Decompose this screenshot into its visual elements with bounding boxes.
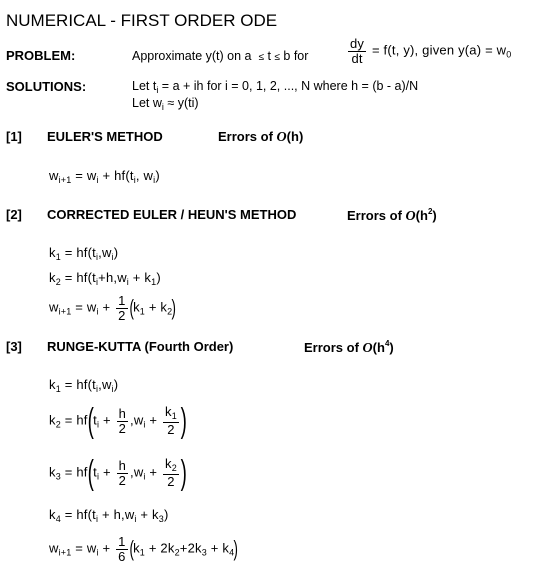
frac-num-1: 1 xyxy=(118,293,126,308)
sub-i: i xyxy=(133,175,136,185)
sym-plus: + xyxy=(101,507,110,522)
sym-lparen: ( xyxy=(87,377,93,392)
sym-hf: hf xyxy=(76,270,88,285)
sym-hf: hf xyxy=(114,168,126,183)
frac-den-6: 6 xyxy=(118,548,126,564)
sym-t: t xyxy=(92,270,96,285)
sub-1: 1 xyxy=(139,306,145,317)
sub-i1: i+1 xyxy=(58,306,72,317)
problem-ode xyxy=(346,37,512,65)
sym-plus: + xyxy=(149,464,158,480)
ineq-t: t xyxy=(267,49,271,63)
method-3-order-sup: 4 xyxy=(384,339,390,348)
sub-4: 4 xyxy=(55,514,61,524)
sym-eq: = xyxy=(64,464,73,480)
big-lparen: ( xyxy=(87,454,94,492)
method-2-errors-label: Errors of xyxy=(347,208,402,223)
coef-2: 2 xyxy=(160,540,168,556)
sub-2: 2 xyxy=(171,463,177,474)
sym-w: w xyxy=(86,299,97,315)
sym-w: w xyxy=(49,299,59,315)
method-2-number: [2] xyxy=(6,207,22,222)
method-3-errors xyxy=(304,339,394,357)
sub-i: i xyxy=(134,514,137,524)
sym-w: w xyxy=(86,168,97,183)
sol2-rest: ≈ y(ti) xyxy=(163,96,199,110)
frac-den-2: 2 xyxy=(167,473,175,489)
sym-eq: = xyxy=(64,507,73,522)
sym-k: k xyxy=(49,270,56,285)
sym-eq: = xyxy=(75,299,84,315)
sym-w: w xyxy=(86,540,97,556)
sym-w: w xyxy=(143,168,154,183)
sub-i: i xyxy=(95,277,99,287)
sym-k: k xyxy=(160,299,168,315)
sym-plus: + xyxy=(102,540,111,556)
frac-num-1: 1 xyxy=(118,534,126,549)
sub-i: i xyxy=(143,471,146,482)
sym-eq: = xyxy=(75,540,84,556)
method-2-order-close: ) xyxy=(432,208,437,223)
sym-t: t xyxy=(92,245,96,260)
frac-num-h: h xyxy=(118,457,126,473)
sym-eq: = xyxy=(64,377,73,392)
solutions-label xyxy=(6,79,86,94)
method-1-number: [1] xyxy=(6,129,22,144)
frac-num-h: h xyxy=(118,405,126,421)
sub-i: i xyxy=(95,384,99,394)
sub-3: 3 xyxy=(55,471,61,482)
method-3-name: RUNGE-KUTTA (Fourth Order) xyxy=(47,339,234,354)
solutions-label-text: SOLUTIONS: xyxy=(6,79,87,94)
k2-half-fraction xyxy=(163,457,179,488)
sub-2: 2 xyxy=(55,419,61,430)
dy-dt-fraction xyxy=(348,37,366,65)
sym-t: t xyxy=(93,464,97,480)
sym-plus: + xyxy=(132,270,141,285)
heun-k1 xyxy=(49,245,118,262)
sym-h: h xyxy=(113,507,121,522)
sym-t: t xyxy=(92,377,96,392)
sym-hf: hf xyxy=(76,464,88,480)
heun-update xyxy=(49,294,176,322)
sym-w: w xyxy=(49,540,59,556)
solutions-line-1 xyxy=(132,79,418,95)
page-title: NUMERICAL - FIRST ORDER ODE xyxy=(6,11,278,30)
sym-lparen: ( xyxy=(87,507,93,522)
rk-k2 xyxy=(49,404,186,438)
sym-comma: , xyxy=(121,507,125,522)
sub-i: i xyxy=(96,419,100,430)
sym-plus: + xyxy=(102,464,111,480)
sym-w: w xyxy=(49,168,59,183)
sub-3: 3 xyxy=(201,547,207,558)
sym-hf: hf xyxy=(76,412,88,428)
sym-rparen: ) xyxy=(156,270,161,285)
sym-k: k xyxy=(49,377,56,392)
sym-rparen: ) xyxy=(155,168,160,183)
sub-i: i xyxy=(96,547,99,558)
sym-comma: , xyxy=(113,270,118,285)
sub-i: i xyxy=(153,175,156,185)
sym-hf: hf xyxy=(76,507,88,522)
sol2-sub: i xyxy=(161,102,164,112)
sym-eq: = xyxy=(64,412,73,428)
sub-i1: i+1 xyxy=(58,175,72,185)
sym-plus: + xyxy=(179,540,188,556)
sym-comma: , xyxy=(130,412,134,428)
big-rparen: ) xyxy=(233,535,239,561)
method-1-order: h xyxy=(291,129,299,144)
sym-lparen: ( xyxy=(87,270,93,285)
sym-k: k xyxy=(49,464,56,480)
sym-plus: + xyxy=(140,507,149,522)
sub-1: 1 xyxy=(139,547,145,558)
frac-den-2: 2 xyxy=(167,421,175,437)
sub-1: 1 xyxy=(55,384,61,394)
method-3-order-open: ( xyxy=(372,340,377,355)
method-2-order-open: ( xyxy=(415,208,420,223)
sym-k: k xyxy=(195,540,202,556)
sym-k: k xyxy=(133,299,140,315)
frac-den: dt xyxy=(351,50,363,66)
big-rparen: ) xyxy=(180,454,187,492)
method-3-order-close: ) xyxy=(389,340,394,355)
sym-hf: hf xyxy=(76,245,88,260)
method-1-errors xyxy=(218,129,303,146)
sol1-rest: = a + ih for i = 0, 1, 2, ..., N where h = (b - a)/N xyxy=(158,79,419,93)
sol1-sub: i xyxy=(156,85,159,95)
problem-label xyxy=(6,48,75,63)
euler-formula xyxy=(49,168,160,185)
sub-i: i xyxy=(126,277,129,287)
frac-den-2: 2 xyxy=(118,307,126,323)
sym-plus: + xyxy=(149,412,158,428)
sym-w: w xyxy=(117,270,127,285)
sub-i: i xyxy=(95,252,99,262)
sub-4: 4 xyxy=(229,547,235,558)
sub-1: 1 xyxy=(171,411,177,422)
big-o-icon: O xyxy=(276,130,287,145)
rk-k1 xyxy=(49,377,118,394)
frac-den-2: 2 xyxy=(118,420,126,436)
sym-k: k xyxy=(167,540,175,556)
sub-i: i xyxy=(95,514,99,524)
sub-i: i xyxy=(96,175,99,185)
method-1-errors-label: Errors of xyxy=(218,129,273,144)
sym-k: k xyxy=(49,245,56,260)
sym-k: k xyxy=(133,540,140,556)
ode-rhs-sub: 0 xyxy=(506,49,512,60)
rk-k3 xyxy=(49,456,186,490)
sub-2: 2 xyxy=(167,306,173,317)
sym-comma: , xyxy=(98,245,102,260)
sym-plus: + xyxy=(102,412,111,428)
big-o-icon: O xyxy=(362,341,373,356)
sub-i: i xyxy=(96,306,99,317)
sym-plus: + xyxy=(148,299,157,315)
method-1-order-close: ) xyxy=(298,129,304,144)
ineq-leq-1: ≤ xyxy=(258,52,264,63)
half-fraction xyxy=(116,294,127,322)
sym-k: k xyxy=(165,456,172,472)
method-2-errors xyxy=(347,207,437,225)
k1-half-fraction xyxy=(163,405,179,436)
sym-rparen: ) xyxy=(113,245,119,260)
sym-w: w xyxy=(133,412,144,428)
problem-text-prefix: Approximate y(t) on a xyxy=(132,49,252,63)
big-rparen: ) xyxy=(180,402,187,440)
rk-update xyxy=(49,535,238,563)
sym-t: t xyxy=(93,412,97,428)
sub-1: 1 xyxy=(151,277,157,287)
sym-w: w xyxy=(101,377,112,392)
heun-k2 xyxy=(49,270,161,287)
sym-comma: , xyxy=(98,377,102,392)
sub-2: 2 xyxy=(55,277,61,287)
sym-comma: , xyxy=(135,168,140,183)
ineq-leq-2: ≤ xyxy=(274,52,280,63)
sym-plus: + xyxy=(148,540,157,556)
sym-h: h xyxy=(105,270,114,285)
sym-plus: + xyxy=(98,270,106,285)
problem-label-text: PROBLEM: xyxy=(6,48,76,63)
sym-plus: + xyxy=(102,168,111,183)
sol2-prefix: Let w xyxy=(132,96,162,110)
method-2-order-sup: 2 xyxy=(427,207,433,216)
sym-rparen: ) xyxy=(113,377,119,392)
method-1-order-open: ( xyxy=(286,129,291,144)
sub-i1: i+1 xyxy=(58,547,72,558)
sub-i: i xyxy=(143,419,146,430)
sym-k: k xyxy=(152,507,159,522)
big-rparen: ) xyxy=(171,294,177,320)
sub-2: 2 xyxy=(174,547,180,558)
solutions-line-2 xyxy=(132,96,199,112)
sym-t: t xyxy=(92,507,96,522)
big-lparen: ( xyxy=(129,294,134,320)
ode-rhs: = f(t, y), given y(a) = w xyxy=(371,42,507,58)
sym-hf: hf xyxy=(76,377,88,392)
frac-num: dy xyxy=(350,36,365,51)
method-3-errors-label: Errors of xyxy=(304,340,359,355)
sub-3: 3 xyxy=(158,514,164,524)
sub-i: i xyxy=(111,384,114,394)
big-lparen: ( xyxy=(129,535,134,561)
sym-lparen: ( xyxy=(125,168,130,183)
sub-i: i xyxy=(111,252,114,262)
sym-k: k xyxy=(222,540,230,556)
sym-eq: = xyxy=(64,270,73,285)
sym-plus: + xyxy=(102,299,111,315)
sol1-prefix: Let t xyxy=(132,79,157,93)
big-lparen: ( xyxy=(87,402,94,440)
sym-plus: + xyxy=(210,540,219,556)
sym-eq: = xyxy=(64,245,73,260)
sym-eq: = xyxy=(75,168,84,183)
sub-i: i xyxy=(96,471,100,482)
coef-2: 2 xyxy=(187,540,196,556)
method-1-name: EULER'S METHOD xyxy=(47,129,163,144)
frac-den-2: 2 xyxy=(118,472,126,488)
sym-lparen: ( xyxy=(87,245,93,260)
method-2-name: CORRECTED EULER / HEUN'S METHOD xyxy=(47,207,297,222)
sixth-fraction xyxy=(116,535,127,563)
sym-k: k xyxy=(49,412,56,428)
sym-k: k xyxy=(49,507,56,522)
sym-t: t xyxy=(129,168,134,183)
big-o-icon: O xyxy=(405,209,416,224)
sym-w: w xyxy=(124,507,135,522)
sym-rparen: ) xyxy=(163,507,169,522)
method-3-number: [3] xyxy=(6,339,22,354)
h-half-fraction xyxy=(117,407,128,435)
method-3-order: h xyxy=(377,340,385,355)
sub-1: 1 xyxy=(55,252,61,262)
sym-comma: , xyxy=(130,464,134,480)
sym-w: w xyxy=(133,464,144,480)
sym-w: w xyxy=(101,245,112,260)
problem-statement xyxy=(132,49,308,63)
rk-k4 xyxy=(49,507,168,524)
ineq-b: b for xyxy=(283,49,309,63)
sym-k: k xyxy=(144,270,152,285)
method-2-order: h xyxy=(420,208,428,223)
sym-k: k xyxy=(165,404,172,420)
h-half-fraction xyxy=(117,459,128,487)
